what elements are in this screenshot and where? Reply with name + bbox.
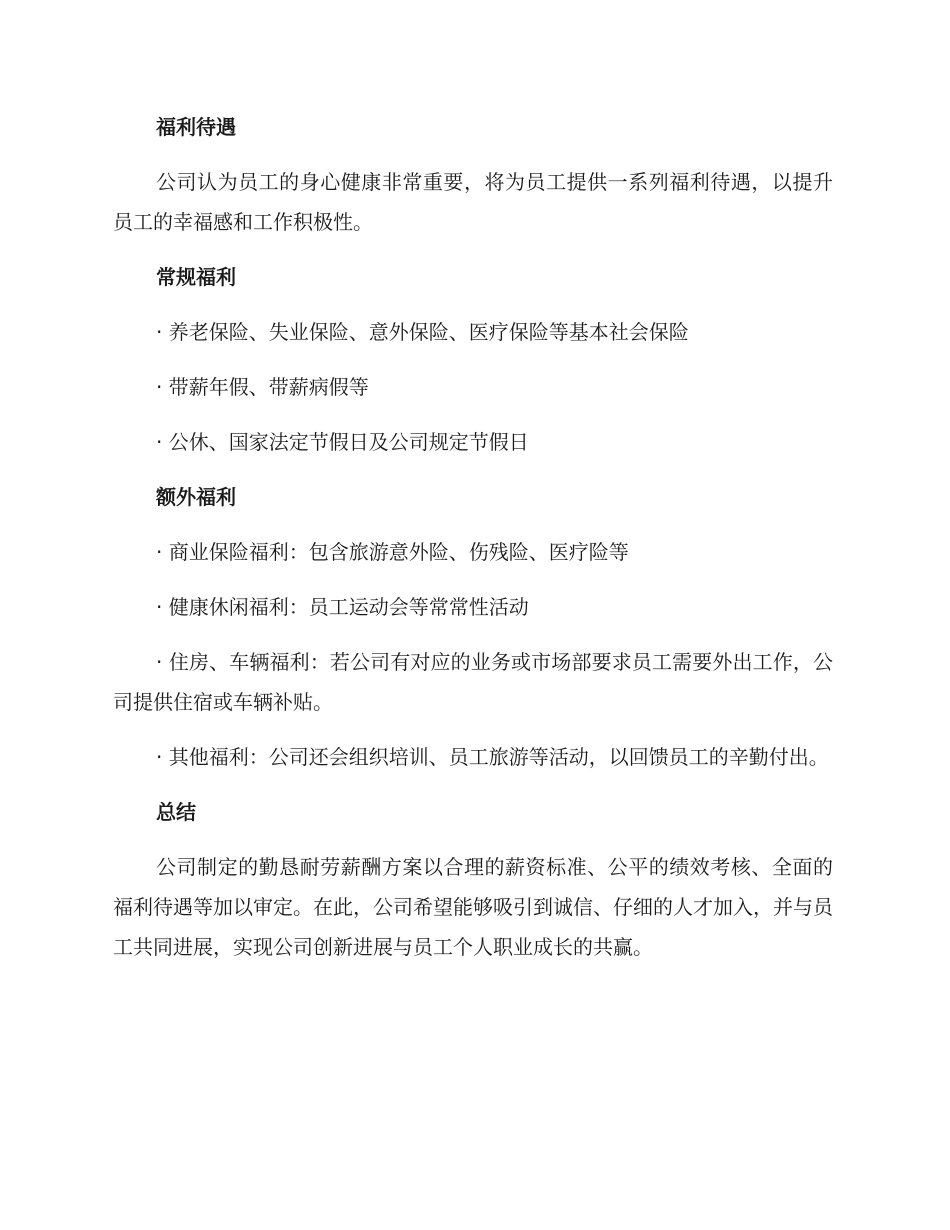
document-page (113, 107, 833, 982)
list-item: · 带薪年假、带薪病假等 (156, 375, 369, 399)
list-item: · 商业保险福利：包含旅游意外险、伤残险、医疗险等 (156, 540, 629, 564)
list-item: · 住房、车辆福利：若公司有对应的业务或市场部要求员工需要外出工作，公司提供住宿或车辆补贴。 (113, 650, 833, 714)
section-heading-welfare: 福利待遇 (156, 115, 236, 139)
summary-paragraph: 公司制定的勤恳耐劳薪酬方案以合理的薪资标准、公平的绩效考核、全面的福利待遇等加以审定。在此，公司希望能够吸引到诚信、仔细的人才加入，并与员工共同进展，实现公司创新进展与员工个人职业成长的共赢。 (113, 855, 833, 959)
list-item: · 健康休闲福利：员工运动会等常常性活动 (156, 595, 529, 619)
list-item: · 养老保险、失业保险、意外保险、医疗保险等基本社会保险 (156, 320, 689, 344)
list-item: · 公休、国家法定节假日及公司规定节假日 (156, 430, 529, 454)
list-item: · 其他福利：公司还会组织培训、员工旅游等活动，以回馈员工的辛勤付出。 (156, 745, 829, 769)
section-heading-summary: 总结 (156, 800, 196, 824)
section-heading-regular-benefits: 常规福利 (156, 265, 236, 289)
welfare-intro-paragraph: 公司认为员工的身心健康非常重要，将为员工提供一系列福利待遇，以提升员工的幸福感和工作积极性。 (113, 170, 833, 234)
section-heading-extra-benefits: 额外福利 (156, 485, 236, 509)
